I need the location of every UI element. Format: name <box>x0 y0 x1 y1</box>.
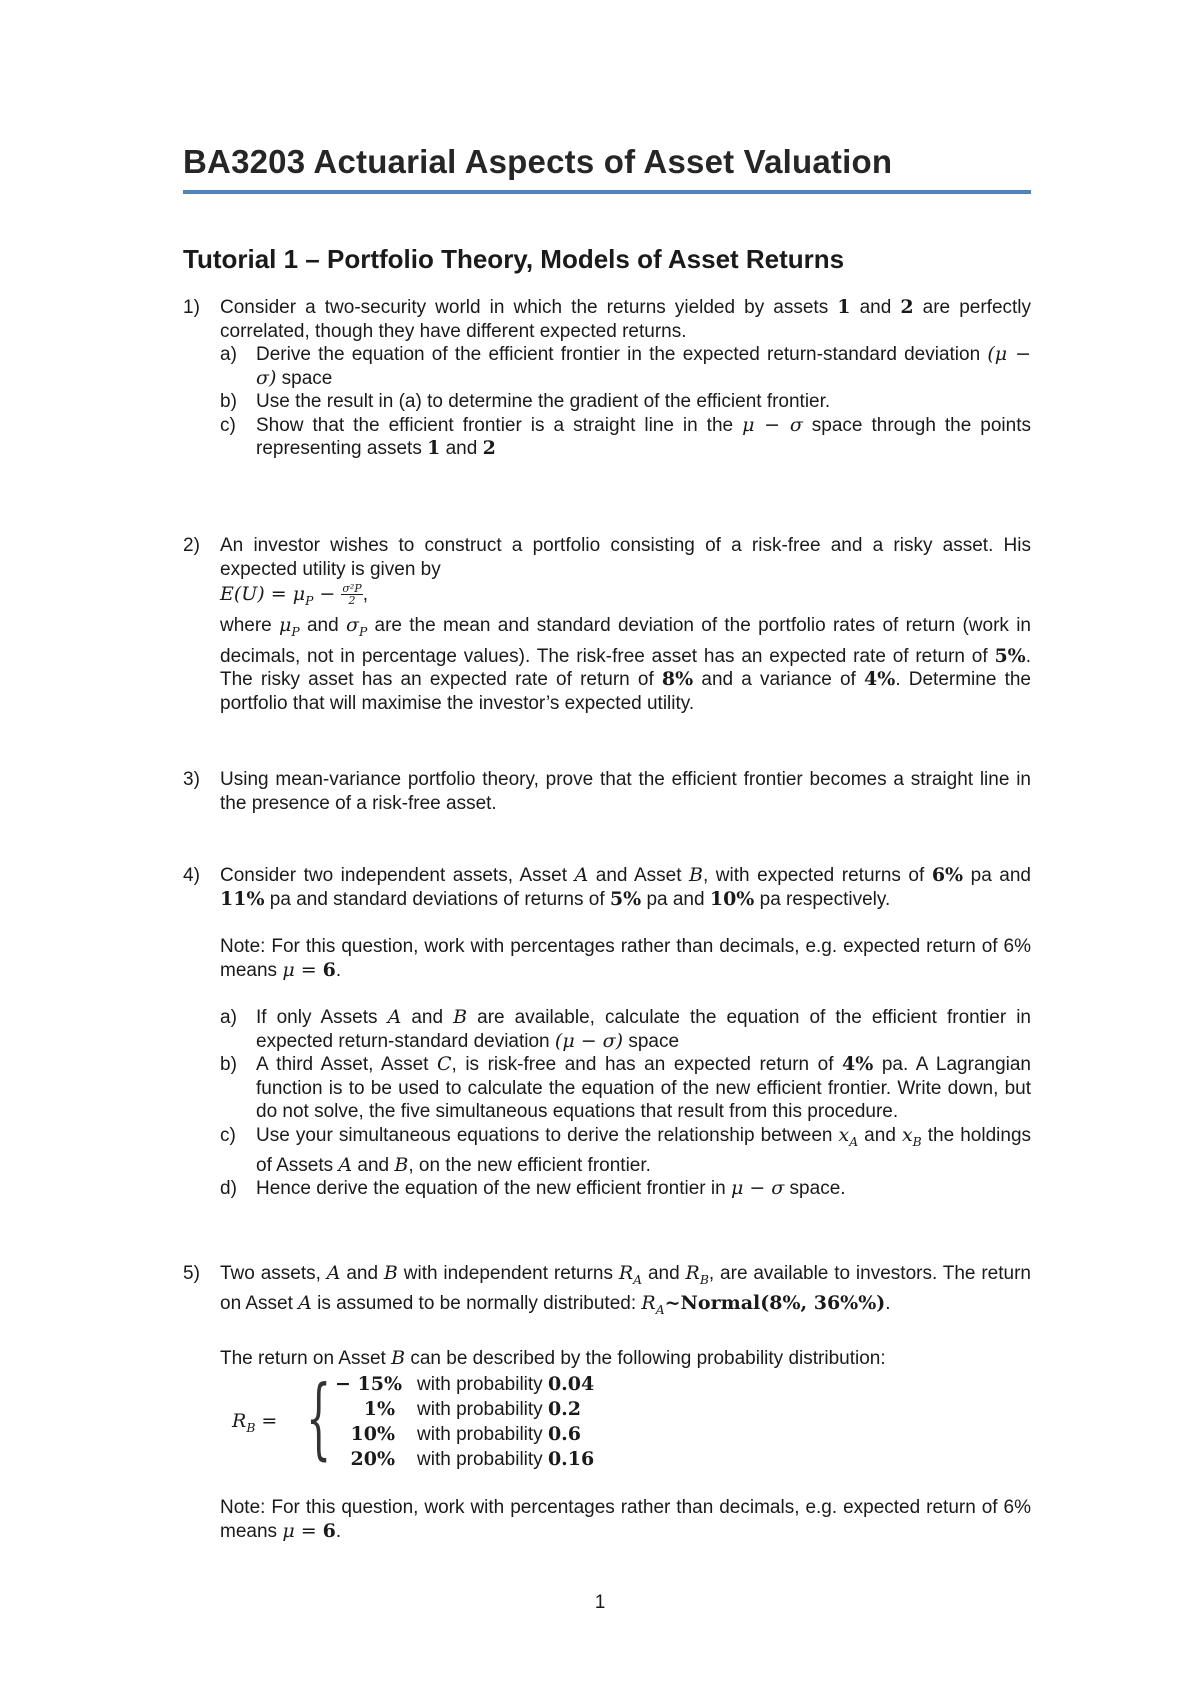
sub-question-b: b) Use the result in (a) to determine the gradient of the efficient frontier. <box>220 391 831 412</box>
probability-value: 0.04 <box>547 1373 595 1396</box>
question-stem: Using mean-variance portfolio theory, prove that the efficient frontier becomes a straight line in the presence of a risk-free asset. <box>220 769 1031 814</box>
question-note: Note: For this question, work with percentages rather than decimals, e.g. expected return of 6% means μ = 6. <box>220 1497 1031 1542</box>
sub-question-b: b) A third Asset, Asset C, is risk-free and has an expected return of 4% pa. A Lagrangian function is to be used to calculate the equation of the new efficient frontier. Write down, but do not solve, the five simultaneous equations that result from this procedure. <box>220 1053 1031 1122</box>
question-2 <box>183 534 1031 715</box>
probability-distribution <box>220 1366 1031 1476</box>
question-number: 5) <box>183 1263 200 1284</box>
distribution-row <box>335 1422 594 1447</box>
question-3 <box>183 768 1031 815</box>
probability-value: 0.16 <box>547 1448 595 1471</box>
question-number: 3) <box>183 769 200 790</box>
question-stem: Consider a two-security world in which the returns yielded by assets 1 and 2 are perfectly correlated, though they have different expected returns. <box>220 296 1032 342</box>
rb-label: $R_B$ = <box>232 1410 278 1435</box>
outcome-value: 10% <box>350 1423 395 1446</box>
distribution-row <box>335 1447 594 1472</box>
question-1 <box>183 296 1031 461</box>
distribution-rows <box>335 1372 594 1472</box>
left-brace: { <box>306 1366 332 1470</box>
page-number: 1 <box>594 1592 606 1613</box>
question-details: where $\mu_P$ and $\sigma_P$ are the mean and standard deviation of the portfolio rates of return (work in decimals, not in percentage values). The risk-free asset has an expected rate of return of 5%. The risky asset has an expected rate of return of 8% and a variance of 4%. Determine the portfolio that will maximise the investor’s expected utility. <box>220 614 1032 714</box>
question-note: Note: For this question, work with percentages rather than decimals, e.g. expected return of 6% means μ = 6. <box>220 936 1031 981</box>
utility-equation: $E(U) = \mu_P$ − $\frac{\text{σ²P}}{2}$ , <box>220 582 368 608</box>
sub-question-a: a) Derive the equation of the efficient frontier in the expected return-standard deviation (μ − σ) space <box>220 343 1031 389</box>
sub-question-d: d) Hence derive the equation of the new efficient frontier in μ − σ space. <box>220 1177 846 1200</box>
tutorial-subtitle: Tutorial 1 – Portfolio Theory, Models of Asset Returns <box>183 244 845 274</box>
question-number: 1) <box>183 297 200 318</box>
probability-label: with probability <box>417 1374 543 1396</box>
question-5 <box>183 1262 1031 1543</box>
outcome-value: 1% <box>363 1398 395 1421</box>
title-underline <box>183 190 1031 194</box>
question-number: 2) <box>183 535 200 556</box>
distribution-intro: The return on Asset B can be described by the following probability distribution: <box>220 1346 886 1369</box>
probability-label: with probability <box>417 1399 543 1421</box>
outcome-value: − 15% <box>335 1373 403 1396</box>
sub-question-c: c) Use your simultaneous equations to derive the relationship between $x_A$ and $x_B$ the holdings of Assets A and B, on the new efficient frontier. <box>220 1123 1032 1176</box>
probability-label: with probability <box>417 1424 543 1446</box>
probability-value: 0.2 <box>547 1398 582 1421</box>
distribution-row <box>335 1397 594 1422</box>
distribution-row <box>335 1372 594 1397</box>
sub-question-c: c) Show that the efficient frontier is a straight line in the μ − σ space through the points representing assets 1 and 2 <box>220 413 1031 459</box>
question-4 <box>183 864 1031 1201</box>
probability-value: 0.6 <box>547 1423 582 1446</box>
question-stem: An investor wishes to construct a portfolio consisting of a risk-free and a risky asset. His expected utility is given by <box>220 535 1031 580</box>
question-number: 4) <box>183 865 200 886</box>
probability-label: with probability <box>417 1449 543 1471</box>
document-title: BA3203 Actuarial Aspects of Asset Valuation <box>183 143 893 180</box>
outcome-value: 20% <box>350 1448 395 1471</box>
question-stem: Consider two independent assets, Asset A and Asset B, with expected returns of 6% pa and 11% pa and standard deviations of returns of 5% pa and 10% pa respectively. <box>220 864 1031 910</box>
question-stem: Two assets, A and B with independent returns $R_A$ and $R_B$, are available to investors. The return on Asset A is assumed to be normally distributed: $R_A\sim Normal(8\%$, 36%%). <box>220 1262 1031 1318</box>
sub-question-a: a) If only Assets A and B are available, calculate the equation of the efficient frontier in expected return-standard deviation (μ − σ) space <box>220 1006 1031 1052</box>
